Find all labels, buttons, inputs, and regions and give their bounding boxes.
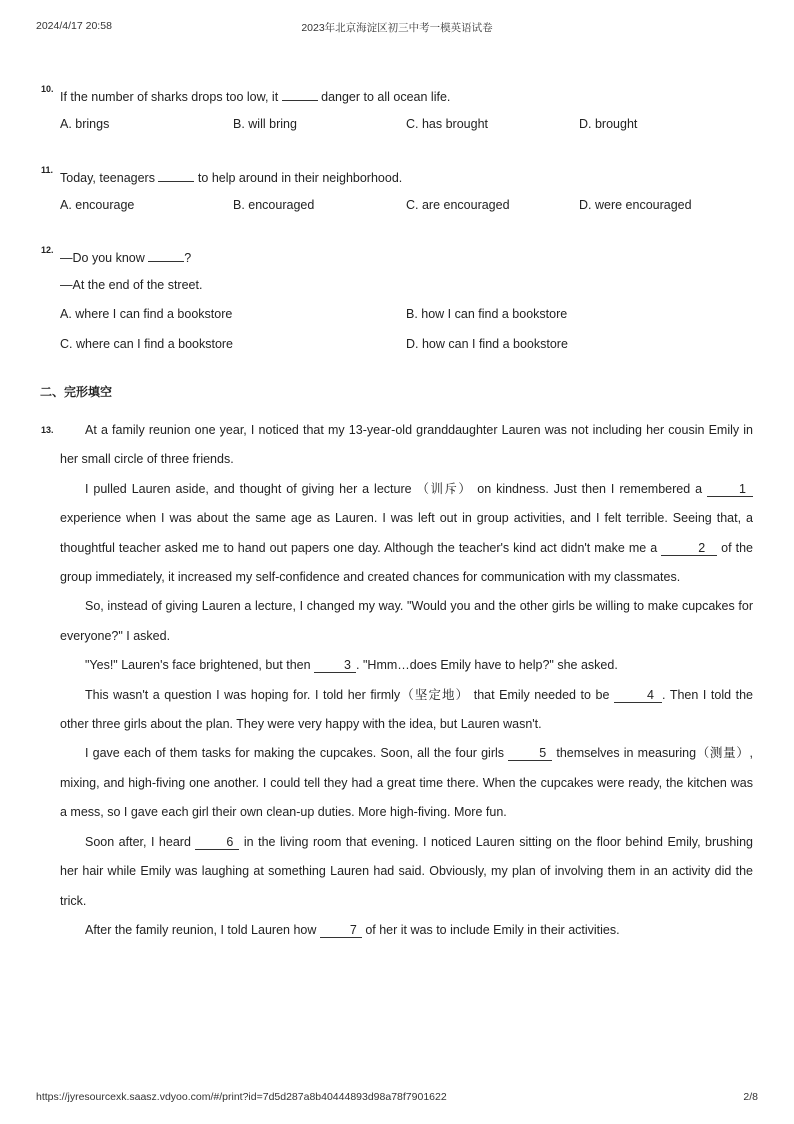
cloze-blank-3[interactable]: 3 [314,658,356,673]
print-datetime: 2024/4/17 20:58 [36,20,112,32]
question-stem: If the number of sharks drops too low, it danger to all ocean life. [60,90,451,104]
option-c[interactable]: C. has brought [406,117,488,131]
cloze-blank-5[interactable]: 5 [508,746,552,761]
question-number: 12. [41,245,54,255]
option-a[interactable]: A. where I can find a bookstore [60,307,233,321]
cloze-passage [41,416,753,945]
option-a[interactable]: A. encourage [60,198,135,212]
option-c[interactable]: C. where can I find a bookstore [60,337,234,351]
question-stem: —Do you know ? [60,251,192,265]
paragraph: "Yes!" Lauren's face brightened, but then 3 . "Hmm…does Emily have to help?" she asked. [85,658,618,673]
question-stem: Today, teenagers to help around in their neighborhood. [60,171,403,185]
paragraph: At a family reunion one year, I noticed that my 13-year-old granddaughter Lauren was not including her cousin Emily in her small circle of three friends. [60,423,753,467]
paragraph: I pulled Lauren aside, and thought of giving her a lecture （训斥） on kindness. Just then I remembered a 1 experience when I was about the same age as Lauren. I was left out in group activities, and I felt terrible. Seeing that, a thoughtful teacher asked me to hand out papers one day. Although the teacher's kind act didn't make me a 2 of the group immediately, it increased my self-confidence and created chances for communication with my classmates. [60,481,753,585]
option-a[interactable]: A. brings [60,117,110,131]
cloze-blank-1[interactable]: 1 [707,482,753,497]
paragraph: Soon after, I heard 6 in the living room that evening. I noticed Lauren sitting on the floor behind Emily, brushing her hair while Emily was laughing at something Lauren had said. Obviously, my plan of involving them in an activity did the trick. [60,834,753,908]
page-number: 2/8 [743,1091,758,1103]
cloze-blank-6[interactable]: 6 [195,835,239,850]
option-d[interactable]: D. were encouraged [579,198,692,212]
option-b[interactable]: B. will bring [233,117,297,131]
paragraph: After the family reunion, I told Lauren how 7 of her it was to include Emily in their activities. [85,922,620,937]
paragraph: I gave each of them tasks for making the cupcakes. Soon, all the four girls 5 themselves in measuring（测量）, mixing, and high-fiving one another. I could tell they had a great time there. When the cupcakes were ready, the kitchen was a mess, so I gave each girl their own clean-up duties. More high-fiving. More fun. [60,746,753,820]
question-number: 11. [41,165,54,175]
option-c[interactable]: C. are encouraged [406,198,510,212]
answer-blank [282,88,318,101]
page-header-title: 2023年北京海淀区初三中考一模英语试卷 [301,22,493,34]
option-b[interactable]: B. encouraged [233,198,315,212]
cloze-blank-4[interactable]: 4 [614,688,662,703]
section-heading: 二、完形填空 [40,385,113,399]
paragraph: This wasn't a question I was hoping for. I told her firmly（坚定地） that Emily needed to be 4 . Then I told the other three girls about the plan. They were very happy with the idea, but Lauren wasn't. [60,687,753,732]
question-number: 10. [41,84,54,94]
option-d[interactable]: D. brought [579,117,638,131]
answer-blank [148,249,184,262]
option-b[interactable]: B. how I can find a bookstore [406,307,568,321]
paragraph: So, instead of giving Lauren a lecture, I changed my way. "Would you and the other girls be willing to make cupcakes for everyone?" I asked. [60,599,753,643]
option-d[interactable]: D. how can I find a bookstore [406,337,568,351]
cloze-blank-7[interactable]: 7 [320,923,362,938]
answer-blank [158,169,194,182]
dialogue-reply: —At the end of the street. [60,278,203,292]
cloze-blank-2[interactable]: 2 [661,541,717,556]
question-number: 13. [41,425,54,435]
page-url[interactable]: https://jyresourcexk.saasz.vdyoo.com/#/print?id=7d5d287a8b40444893d98a78f7901622 [36,1091,447,1103]
